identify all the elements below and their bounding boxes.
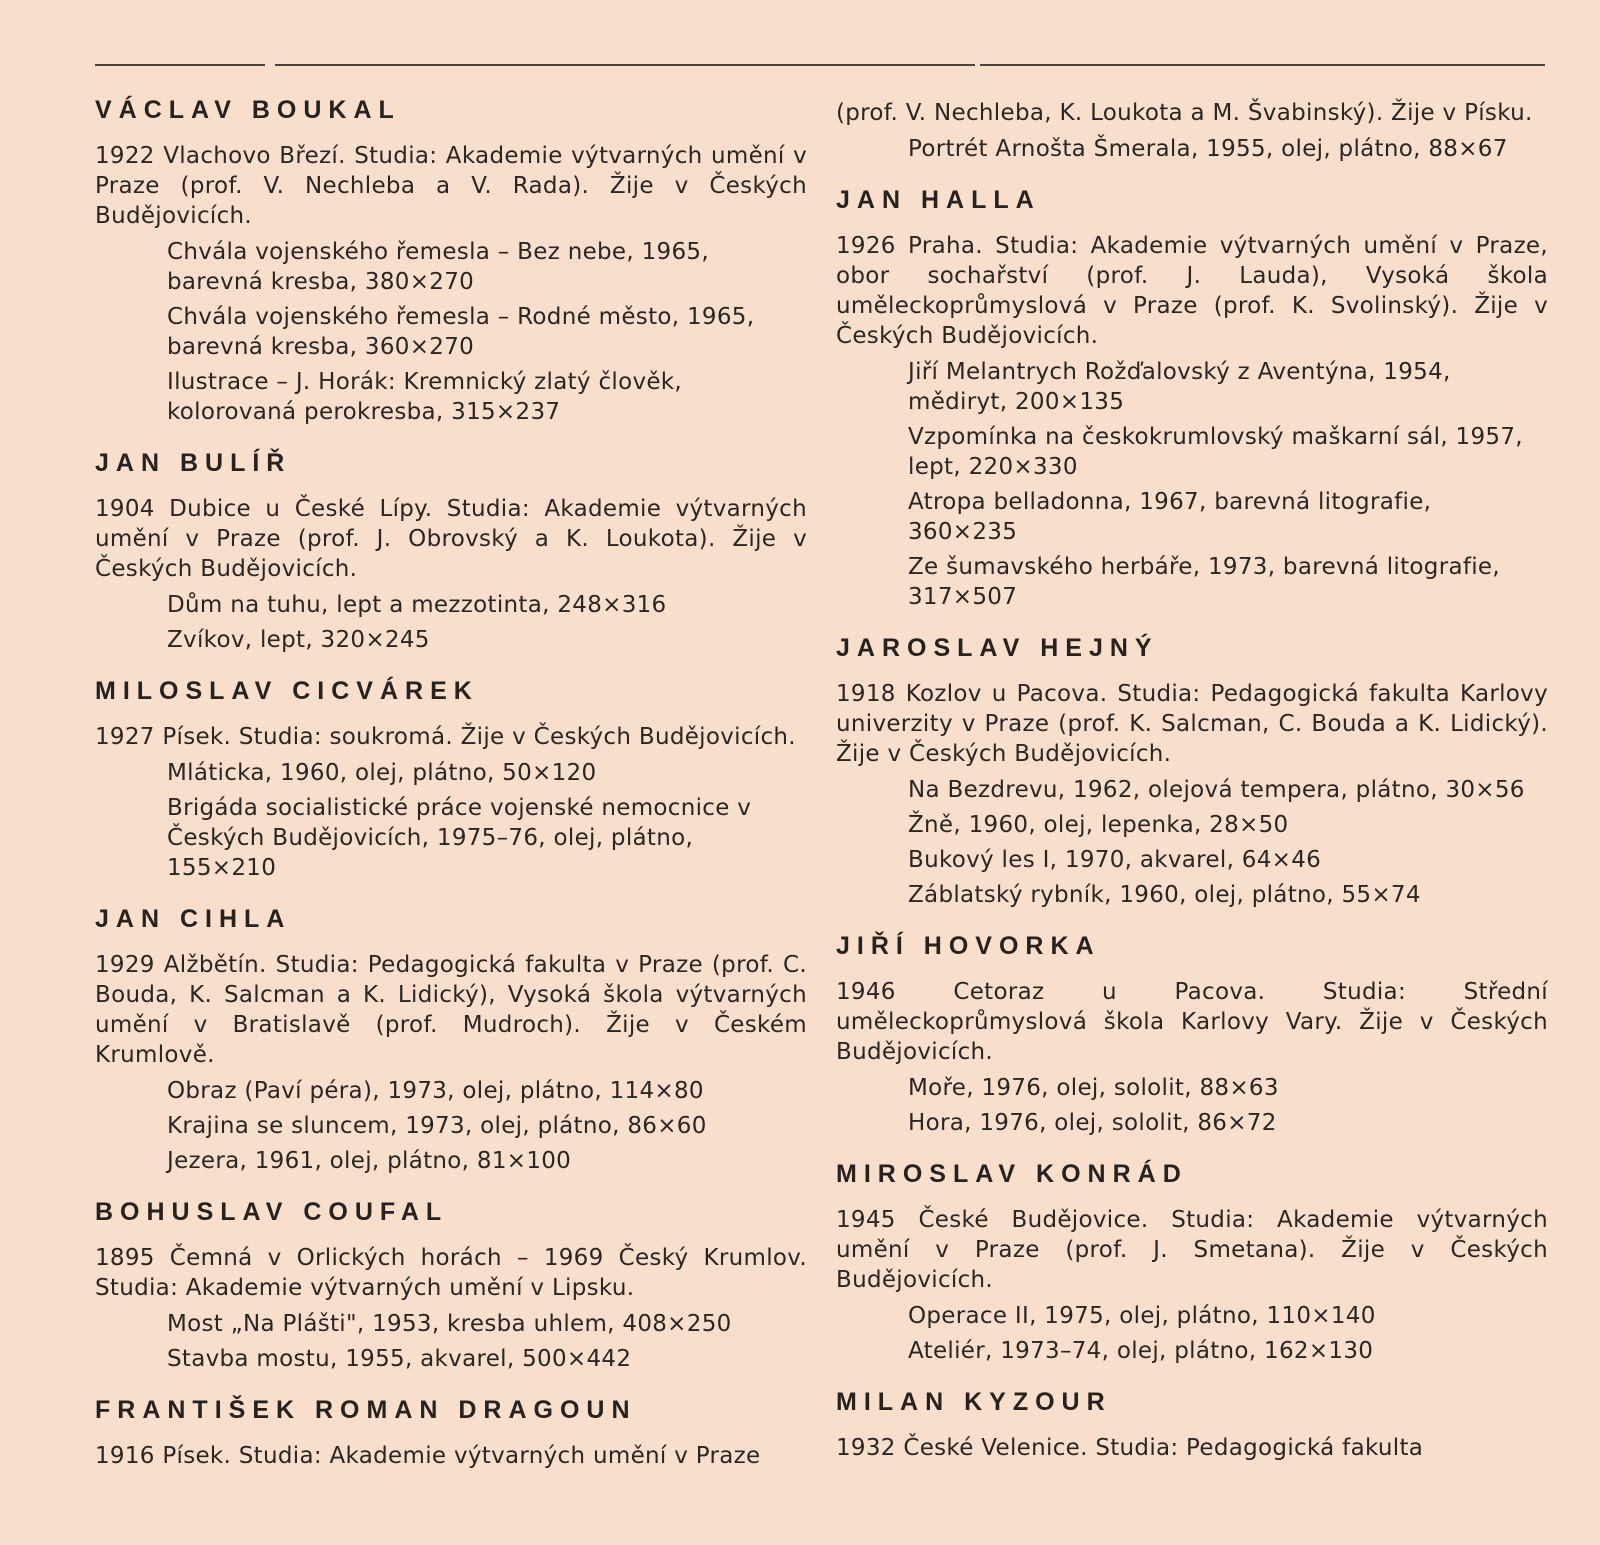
artwork-item: Krajina se sluncem, 1973, olej, plátno, 86×60 (167, 1113, 707, 1139)
artwork-item: Jiří Melantrych Rožďalovský z Aventýna, 1954, mědiryt, 200×135 (908, 359, 1451, 415)
left-column (95, 96, 807, 1493)
artist-name: VÁCLAV BOUKAL (95, 96, 401, 124)
artist-entry (836, 1388, 1548, 1463)
artist-name: MILOSLAV CICVÁREK (95, 677, 479, 705)
artist-bio: 1927 Písek. Studia: soukromá. Žije v Českých Budějovicích. (95, 724, 796, 750)
artist-entry (95, 449, 807, 655)
artist-name: FRANTIŠEK ROMAN DRAGOUN (95, 1396, 637, 1424)
artist-bio: 1932 České Velenice. Studia: Pedagogická fakulta (836, 1435, 1424, 1461)
artist-entry (95, 905, 807, 1176)
artist-bio: 1916 Písek. Studia: Akademie výtvarných umění v Praze (95, 1443, 761, 1469)
artist-entry (836, 634, 1548, 910)
artist-entry (95, 677, 807, 883)
artwork-item: Ilustrace – J. Horák: Kremnický zlatý člověk, kolorovaná perokresba, 315×237 (167, 369, 683, 425)
artist-bio: 1945 České Budějovice. Studia: Akademie výtvarných umění v Praze (prof. J. Smetana). Žije v Českých Budějovicích. (836, 1207, 1548, 1293)
top-rule-middle (275, 64, 975, 66)
artist-bio: 1895 Čemná v Orlických horách – 1969 Český Krumlov. Studia: Akademie výtvarných umění v Lipsku. (95, 1245, 807, 1301)
artist-entry (836, 932, 1548, 1138)
artwork-item: Záblatský rybník, 1960, olej, plátno, 55×74 (908, 882, 1421, 908)
artist-name: JIŘÍ HOVORKA (836, 932, 1101, 960)
continued-entry (836, 98, 1548, 164)
artist-entry (836, 1160, 1548, 1366)
artist-bio: 1922 Vlachovo Březí. Studia: Akademie výtvarných umění v Praze (prof. V. Nechleba a V. Rada). Žije v Českých Budějovicích. (95, 143, 807, 229)
artist-bio: 1918 Kozlov u Pacova. Studia: Pedagogická fakulta Karlovy univerzity v Praze (prof. K. Salcman, C. Bouda a K. Lidický). Žije v Českých Budějovicích. (836, 681, 1548, 767)
artwork-item: Atropa belladonna, 1967, barevná litografie, 360×235 (908, 489, 1432, 545)
artwork-item: Operace II, 1975, olej, plátno, 110×140 (908, 1303, 1376, 1329)
artwork-item: Zvíkov, lept, 320×245 (167, 627, 430, 653)
artist-bio: 1929 Alžbětín. Studia: Pedagogická fakulta v Praze (prof. C. Bouda, K. Salcman a K. Lidický), Vysoká škola výtvarných umění v Bratislavě (prof. Mudroch). Žije v Českém Krumlově. (95, 952, 807, 1068)
artwork-item: Na Bezdrevu, 1962, olejová tempera, plátno, 30×56 (908, 777, 1525, 803)
artist-entry (95, 96, 807, 427)
artist-name: JAN BULÍŘ (95, 449, 292, 477)
artist-entry (95, 1198, 807, 1374)
artist-name: JAN HALLA (836, 186, 1041, 214)
artwork-item: Ze šumavského herbáře, 1973, barevná litografie, 317×507 (908, 554, 1500, 610)
artist-bio: 1946 Cetoraz u Pacova. Studia: Střední uměleckoprůmyslová škola Karlovy Vary. Žije v Českých Budějovicích. (836, 979, 1548, 1065)
artwork-item: Obraz (Paví péra), 1973, olej, plátno, 114×80 (167, 1078, 704, 1104)
right-column (836, 96, 1548, 1485)
artwork-item: Stavba mostu, 1955, akvarel, 500×442 (167, 1346, 632, 1372)
artist-name: MIROSLAV KONRÁD (836, 1160, 1188, 1188)
top-rule-left (95, 64, 265, 66)
artwork-item: Vzpomínka na českokrumlovský maškarní sál, 1957, lept, 220×330 (908, 424, 1523, 480)
artwork-item: Dům na tuhu, lept a mezzotinta, 248×316 (167, 592, 667, 618)
artwork-item: Chvála vojenského řemesla – Rodné město, 1965, barevná kresba, 360×270 (167, 304, 755, 360)
artist-name: BOHUSLAV COUFAL (95, 1198, 449, 1226)
artist-entry (95, 1396, 807, 1471)
artwork-item: Ateliér, 1973–74, olej, plátno, 162×130 (908, 1338, 1374, 1364)
artist-bio: 1904 Dubice u České Lípy. Studia: Akademie výtvarných umění v Praze (prof. J. Obrovský a K. Loukota). Žije v Českých Budějovicích. (95, 496, 807, 582)
artist-bio: (prof. V. Nechleba, K. Loukota a M. Švabinský). Žije v Písku. (836, 100, 1533, 126)
artwork-item: Brigáda socialistické práce vojenské nemocnice v Českých Budějovicích, 1975–76, olej, plátno, 155×210 (167, 795, 752, 881)
artwork-item: Bukový les I, 1970, akvarel, 64×46 (908, 847, 1322, 873)
artwork-item: Jezera, 1961, olej, plátno, 81×100 (167, 1148, 572, 1174)
artwork-item: Žně, 1960, olej, lepenka, 28×50 (908, 812, 1289, 838)
artwork-item: Portrét Arnošta Šmerala, 1955, olej, plátno, 88×67 (908, 136, 1508, 162)
artwork-item: Hora, 1976, olej, sololit, 86×72 (908, 1110, 1277, 1136)
artist-name: JAROSLAV HEJNÝ (836, 634, 1159, 662)
artwork-item: Moře, 1976, olej, sololit, 88×63 (908, 1075, 1279, 1101)
top-rule-right (980, 64, 1545, 66)
artist-bio: 1926 Praha. Studia: Akademie výtvarných umění v Praze, obor sochařství (prof. J. Lauda), Vysoká škola uměleckoprůmyslová v Praze (prof. K. Svolinský). Žije v Českých Budějovicích. (836, 233, 1548, 349)
artwork-item: Mláticka, 1960, olej, plátno, 50×120 (167, 760, 597, 786)
artwork-item: Most „Na Plášti", 1953, kresba uhlem, 408×250 (167, 1311, 732, 1337)
artist-entry (836, 186, 1548, 612)
artist-name: JAN CIHLA (95, 905, 292, 933)
artist-name: MILAN KYZOUR (836, 1388, 1112, 1416)
artwork-item: Chvála vojenského řemesla – Bez nebe, 1965, barevná kresba, 380×270 (167, 239, 709, 295)
